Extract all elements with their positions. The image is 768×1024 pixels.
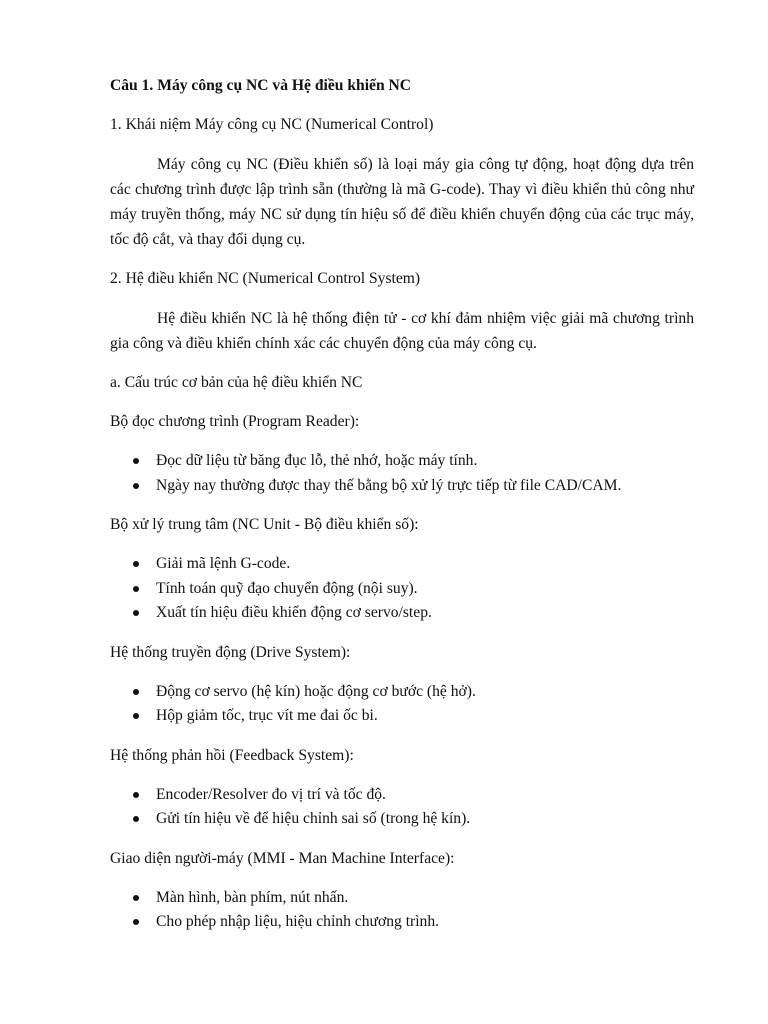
- bullet-icon: [133, 919, 139, 925]
- list-item: [110, 577, 694, 602]
- bullet-icon: [133, 895, 139, 901]
- bullet-list-mmi: [110, 886, 694, 935]
- section-2-paragraph: Hệ điều khiển NC là hệ thống điện tử - cơ khí đảm nhiệm việc giải mã chương trình gia công và điều khiển chính xác các chuyển động của máy công cụ.: [110, 310, 694, 352]
- list-item: [110, 601, 694, 626]
- list-item: [110, 910, 694, 935]
- list-item-text: Cho phép nhập liệu, hiệu chỉnh chương trình.: [156, 913, 440, 930]
- list-item-text: Encoder/Resolver đo vị trí và tốc độ.: [156, 785, 386, 803]
- list-item: [110, 704, 694, 729]
- bullet-icon: [133, 689, 139, 695]
- bullet-list-feedback-system: [110, 783, 694, 832]
- section-1-heading: 1. Khái niệm Máy công cụ NC (Numerical Control): [110, 116, 434, 133]
- group-title-drive-system: Hệ thống truyền động (Drive System):: [110, 643, 351, 661]
- bullet-icon: [133, 713, 139, 719]
- list-item: [110, 449, 694, 474]
- list-item-text: Ngày nay thường được thay thế bằng bộ xử lý trực tiếp từ file CAD/CAM.: [156, 476, 622, 494]
- document-title: Câu 1. Máy công cụ NC và Hệ điều khiển NC: [110, 77, 412, 94]
- list-item-text: Động cơ servo (hệ kín) hoặc động cơ bước (hệ hở).: [156, 682, 476, 700]
- list-item: [110, 807, 694, 832]
- bullet-icon: [133, 458, 139, 464]
- group-title-feedback-system: Hệ thống phản hồi (Feedback System):: [110, 746, 354, 764]
- bullet-icon: [133, 561, 139, 567]
- list-item: [110, 783, 694, 808]
- list-item-text: Giải mã lệnh G-code.: [156, 555, 291, 572]
- bullet-list-nc-unit: [110, 552, 694, 626]
- section-2-heading: 2. Hệ điều khiển NC (Numerical Control System): [110, 270, 421, 287]
- bullet-icon: [133, 610, 139, 616]
- group-title-program-reader: Bộ đọc chương trình (Program Reader):: [110, 413, 360, 430]
- list-item: [110, 474, 694, 499]
- bullet-icon: [133, 483, 139, 489]
- group-title-nc-unit: Bộ xử lý trung tâm (NC Unit - Bộ điều khiển số):: [110, 516, 419, 533]
- subsection-a-heading: a. Cấu trúc cơ bản của hệ điều khiển NC: [110, 374, 363, 391]
- bullet-list-program-reader: [110, 449, 694, 498]
- list-item-text: Tính toán quỹ đạo chuyển động (nội suy).: [156, 579, 418, 597]
- list-item-text: Gửi tín hiệu về để hiệu chỉnh sai số (trong hệ kín).: [156, 810, 471, 827]
- bullet-icon: [133, 816, 139, 822]
- list-item: [110, 552, 694, 577]
- list-item-text: Đọc dữ liệu từ băng đục lỗ, thẻ nhớ, hoặc máy tính.: [156, 452, 478, 469]
- list-item-text: Xuất tín hiệu điều khiển động cơ servo/step.: [156, 604, 432, 621]
- list-item-text: Hộp giảm tốc, trục vít me đai ốc bi.: [156, 707, 378, 724]
- bullet-list-drive-system: [110, 680, 694, 729]
- section-1-paragraph: Máy công cụ NC (Điều khiển số) là loại máy gia công tự động, hoạt động dựa trên các chương trình được lập trình sẵn (thường là mã G-code). Thay vì điều khiển thủ công như máy truyền thống, máy NC sử dụng tín hiệu số để điều khiển chuyển động của các trục máy, tốc độ cắt, và thay đổi dụng cụ.: [110, 156, 694, 248]
- bullet-icon: [133, 586, 139, 592]
- document-page: [110, 74, 694, 950]
- group-title-mmi: Giao diện người-máy (MMI - Man Machine Interface):: [110, 849, 455, 867]
- list-item-text: Màn hình, bàn phím, nút nhấn.: [156, 888, 349, 906]
- bullet-icon: [133, 792, 139, 798]
- list-item: [110, 680, 694, 705]
- list-item: [110, 886, 694, 911]
